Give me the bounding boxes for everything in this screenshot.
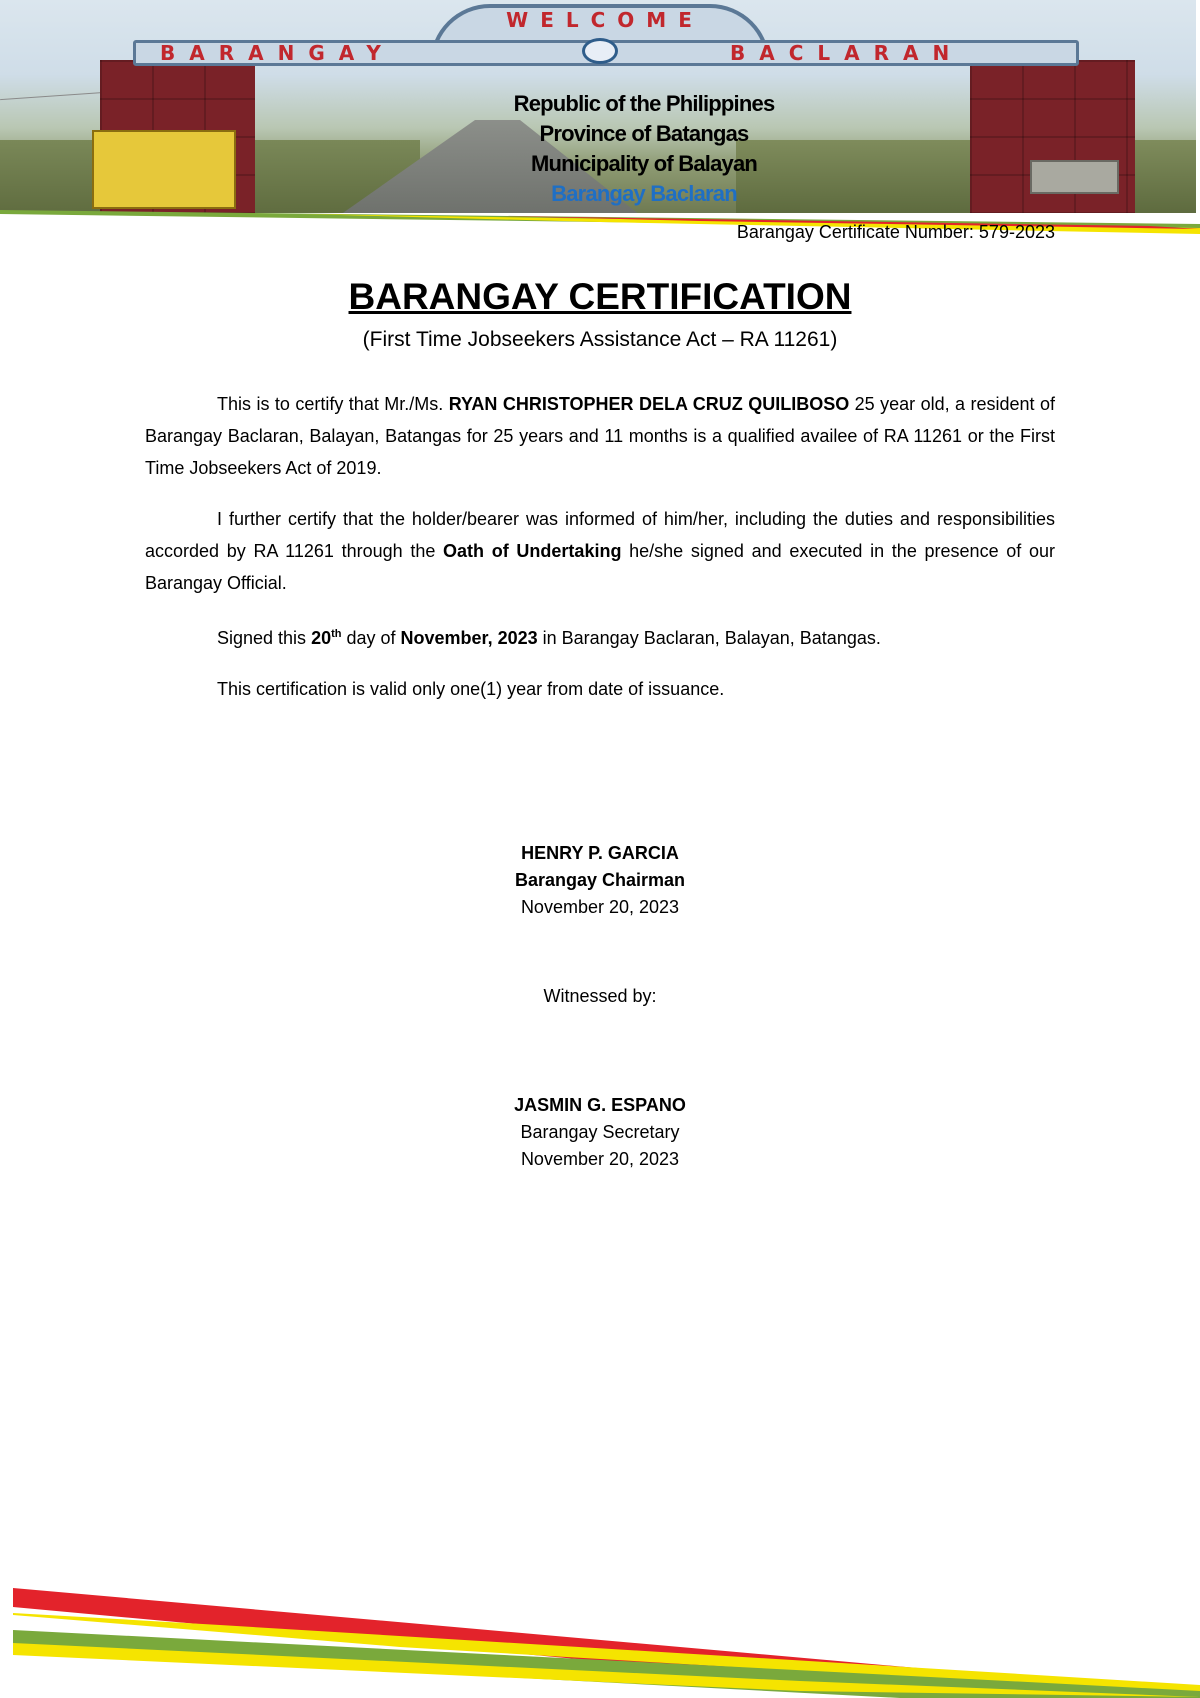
certification-body: [145, 388, 1055, 724]
chairman-name: HENRY P. GARCIA: [521, 843, 679, 863]
oath-of-undertaking: Oath of Undertaking: [443, 541, 622, 561]
certificate-number: Barangay Certificate Number: 579-2023: [736, 222, 1055, 242]
paragraph1-rest: 25 year old, a resident of Barangay Baclaran, Balayan, Batangas for 25 years and 11 months is a qualified availee of RA 11261 or the First Time Jobseekers Act of 2019.: [145, 394, 1055, 478]
secretary-signature-block: [0, 1092, 1200, 1173]
arch-welcome-text: WELCOME: [506, 8, 704, 32]
paragraph1-lead: This is to certify that Mr./Ms.: [217, 394, 449, 414]
document-title: BARANGAY CERTIFICATION: [348, 276, 852, 317]
paragraph2-lead: I further certify that the holder/bearer was informed of him/her, including the duties and responsibilities accorded by RA 11261 through the: [145, 509, 1055, 561]
chairman-position: Barangay Chairman: [514, 870, 686, 890]
paragraph-signed: [145, 618, 1055, 654]
paragraph-certify: [145, 388, 1055, 484]
barangay-seal-icon: [582, 38, 618, 64]
province-line: Province of Batangas: [539, 121, 749, 146]
secretary-name: JASMIN G. ESPANO: [514, 1095, 686, 1115]
signed-day: 20: [311, 628, 332, 648]
arch-text-left: BARANGAY: [160, 41, 395, 65]
footer-color-waves: [0, 1585, 1200, 1698]
chairman-signature-block: [0, 840, 1200, 921]
chairman-date: November 20, 2023: [520, 897, 680, 917]
signed-day-suffix: th: [331, 628, 342, 640]
republic-line: Republic of the Philippines: [513, 91, 775, 116]
paragraph-oath: [145, 503, 1055, 599]
paragraph3-lead: Signed this: [217, 628, 312, 648]
arch-plaque-right: [1030, 160, 1119, 194]
applicant-name: RYAN CHRISTOPHER DELA CRUZ QUILIBOSO: [448, 394, 850, 414]
paragraph3-rest: in Barangay Baclaran, Balayan, Batangas.: [537, 628, 881, 648]
barangay-line: Barangay Baclaran: [551, 181, 737, 206]
paragraph2-rest: he/she signed and executed in the presence of our Barangay Official.: [145, 541, 1055, 593]
witnessed-by-label: Witnessed by:: [543, 986, 657, 1006]
secretary-date: November 20, 2023: [520, 1149, 680, 1169]
paragraph3-mid: day of: [341, 628, 401, 648]
arch-plaque-left: [92, 130, 236, 209]
document-subtitle: (First Time Jobseekers Assistance Act – RA 11261): [362, 328, 838, 351]
paragraph-validity: This certification is valid only one(1) year from date of issuance.: [217, 679, 725, 699]
header-banner-photo: [0, 0, 1196, 213]
secretary-position: Barangay Secretary: [520, 1122, 680, 1142]
arch-text-right: BACLARAN: [730, 41, 964, 65]
header-address: [444, 89, 844, 209]
municipality-line: Municipality of Balayan: [530, 151, 758, 176]
signed-month-year: November, 2023: [400, 628, 538, 648]
